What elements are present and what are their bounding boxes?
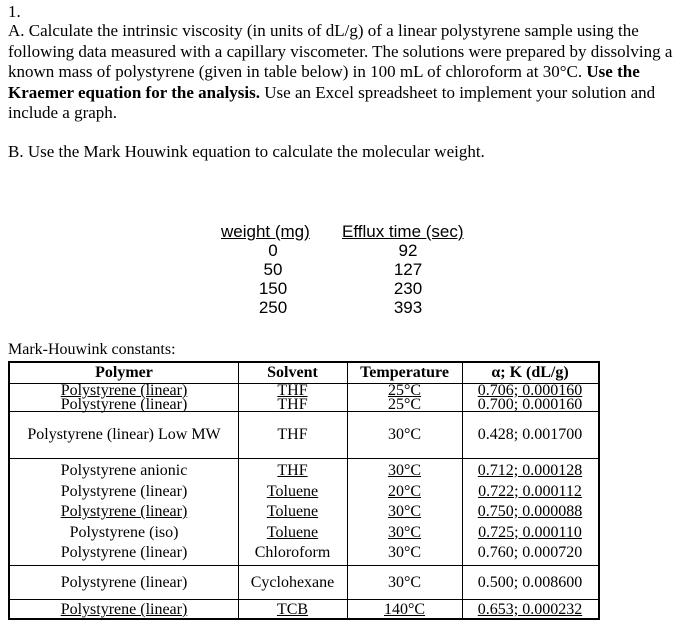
efflux-cell: 230 bbox=[393, 279, 423, 298]
solvent-cell bbox=[238, 461, 347, 564]
polymer-line: Polystyrene (linear) bbox=[60, 503, 188, 520]
part-a-text: A. Calculate the intrinsic viscosity (in units of dL/g) of a linear polystyrene sample using the following data measured with a capillary viscometer. The solutions were prepared by dissolving a known mass of polystyrene (given in table below) in 100 mL of chloroform at 30°C. bbox=[8, 21, 673, 81]
weight-cell: 50 bbox=[263, 260, 283, 279]
temperature-cell: 140°C bbox=[383, 601, 426, 618]
constants-line: 0.706; 0.000160 bbox=[477, 382, 583, 399]
solvent-header: Solvent bbox=[267, 364, 318, 381]
temperature-line: 25°C bbox=[387, 382, 422, 399]
polymer-cell: Polystyrene (linear) bbox=[60, 574, 188, 591]
temperature-cell: 30°C bbox=[387, 574, 422, 591]
polymer-cell: Polystyrene (linear) Low MW bbox=[27, 426, 221, 443]
temperature-header: Temperature bbox=[360, 364, 449, 381]
part-b-paragraph: B. Use the Mark Houwink equation to calculate the molecular weight. bbox=[8, 142, 485, 161]
efflux-cell: 393 bbox=[393, 298, 423, 317]
question-number: 1. bbox=[8, 2, 21, 21]
weight-column bbox=[228, 241, 318, 317]
polymer-line: Polystyrene (iso) bbox=[69, 523, 179, 541]
part-a-paragraph bbox=[8, 21, 680, 124]
efflux-cell: 92 bbox=[398, 241, 418, 260]
part-a-text-end: Use an Excel spreadsheet to implement your solution and include a graph. bbox=[8, 82, 656, 122]
weight-cell: 0 bbox=[268, 241, 278, 260]
polymer-cell bbox=[10, 384, 238, 411]
mark-houwink-label: Mark-Houwink constants: bbox=[8, 341, 176, 358]
constants-cell bbox=[462, 461, 598, 564]
row-divider bbox=[10, 458, 598, 459]
polymer-line: Polystyrene (linear) bbox=[60, 382, 188, 399]
polymer-line: Polystyrene (linear) bbox=[60, 482, 188, 500]
solvent-line: Toluene bbox=[266, 482, 319, 500]
temperature-line: 30°C bbox=[387, 523, 422, 541]
constants-cell bbox=[462, 384, 598, 411]
constants-line: 0.722; 0.000112 bbox=[478, 482, 582, 500]
temperature-line: 25°C bbox=[387, 395, 422, 413]
constants-line: 0.760; 0.000720 bbox=[477, 544, 583, 561]
polymer-line: Polystyrene anionic bbox=[60, 462, 188, 479]
solvent-line: THF bbox=[277, 382, 308, 399]
temperature-line: 30°C bbox=[387, 503, 422, 520]
solvent-cell: Cyclohexane bbox=[250, 574, 335, 591]
temperature-line: 30°C bbox=[387, 462, 422, 479]
solvent-line: THF bbox=[277, 395, 308, 413]
polymer-line: Polystyrene (linear) bbox=[60, 395, 188, 413]
constants-cell: 0.653; 0.000232 bbox=[477, 601, 583, 618]
temperature-line: 30°C bbox=[387, 544, 422, 561]
solvent-cell: THF bbox=[277, 426, 308, 443]
weight-cell: 250 bbox=[258, 298, 288, 317]
constants-line: 0.712; 0.000128 bbox=[477, 462, 583, 479]
constants-line: 0.700; 0.000160 bbox=[477, 395, 583, 413]
solvent-line: Toluene bbox=[266, 503, 319, 520]
solvent-cell: TCB bbox=[276, 601, 309, 618]
temperature-cell bbox=[347, 461, 462, 564]
polymer-line: Polystyrene (linear) bbox=[60, 544, 188, 561]
weight-header: weight (mg) bbox=[221, 222, 310, 241]
constants-header: α; K (dL/g) bbox=[491, 364, 569, 381]
efflux-cell: 127 bbox=[393, 260, 423, 279]
solvent-line: THF bbox=[277, 462, 308, 479]
polymer-cell bbox=[10, 461, 238, 564]
constants-line: 0.725; 0.000110 bbox=[478, 523, 582, 541]
weight-cell: 150 bbox=[258, 279, 288, 298]
mark-houwink-table bbox=[8, 361, 600, 620]
temperature-cell bbox=[347, 384, 462, 411]
polymer-cell: Polystyrene (linear) bbox=[60, 601, 188, 618]
efflux-column bbox=[363, 241, 453, 317]
solvent-cell bbox=[238, 384, 347, 411]
polymer-header: Polymer bbox=[95, 364, 153, 381]
solvent-line: Toluene bbox=[266, 523, 319, 541]
solvent-line: Chloroform bbox=[254, 544, 331, 561]
part-a-bold-instruction: Use the Kraemer equation for the analysis. bbox=[8, 62, 640, 102]
constants-cell: 0.428; 0.001700 bbox=[477, 426, 583, 443]
constants-line: 0.750; 0.000088 bbox=[477, 503, 583, 520]
efflux-header: Efflux time (sec) bbox=[342, 222, 464, 241]
temperature-cell: 30°C bbox=[387, 426, 422, 443]
temperature-line: 20°C bbox=[387, 482, 422, 500]
constants-cell: 0.500; 0.008600 bbox=[477, 574, 583, 591]
